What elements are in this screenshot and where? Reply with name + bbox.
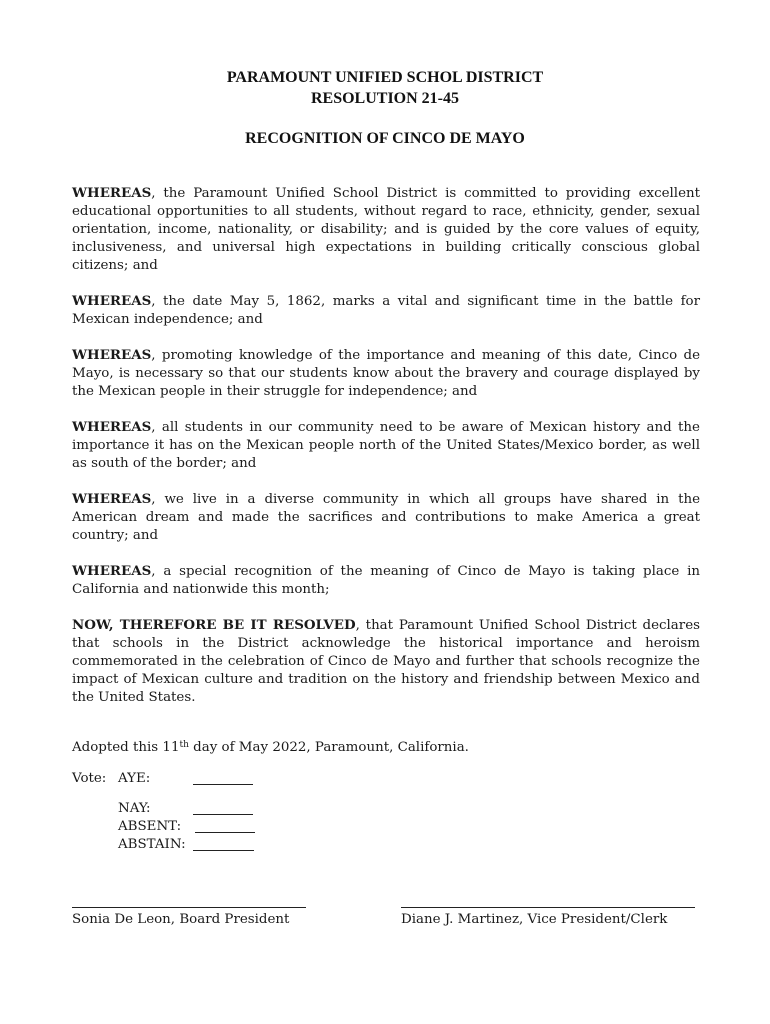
paragraph-text: , all students in our community need to be aware of Mexican history and the importance it has on the Mexican people north of the United States/Mexico border, as well as south of the border; and [72,420,700,471]
paragraph-lead: NOW, THEREFORE BE IT RESOLVED [72,617,356,633]
vote-abstain-label: ABSTAIN: [118,837,186,852]
paragraph-lead: WHEREAS [72,419,152,435]
vote-absent-label: ABSENT: [118,819,182,834]
paragraph-lead: WHEREAS [72,491,152,507]
signature-name-right: Diane J. Martinez, Vice President/Clerk [401,912,668,927]
whereas-paragraph-5 [72,490,700,545]
paragraph-text: , we live in a diverse community in which all groups have shared in the American dream and made the sacrifices and contributions to make America a great country; and [72,492,700,543]
whereas-paragraph-1 [72,184,700,275]
whereas-paragraph-4 [72,418,700,473]
adoption-prefix: Adopted this 11 [72,740,180,755]
vote-label: Vote: [72,771,107,786]
paragraph-text: , a special recognition of the meaning of Cinco de Mayo is taking place in California and nationwide this month; [72,564,700,597]
paragraph-lead: WHEREAS [72,293,152,309]
paragraph-lead: WHEREAS [72,347,152,363]
vote-aye-label: AYE: [118,771,151,786]
signature-line-left [72,907,306,908]
whereas-paragraph-3 [72,346,700,401]
vote-aye-blank [193,784,253,785]
adoption-suffix: day of May 2022, Paramount, California. [188,740,469,755]
resolution-subject: RECOGNITION OF CINCO DE MAYO [245,130,525,147]
adoption-statement [72,739,469,757]
signature-line-right [401,907,695,908]
resolution-body [72,184,700,724]
paragraph-text: , promoting knowledge of the importance and meaning of this date, Cinco de Mayo, is necessary so that our students know about the bravery and courage displayed by the Mexican people in their struggle for independence; and [72,348,700,399]
resolution-number: RESOLUTION 21-45 [310,90,460,107]
whereas-paragraph-2 [72,292,700,329]
resolved-paragraph [72,616,700,707]
adoption-ordinal-suffix: th [179,740,189,750]
paragraph-text: , that Paramount Unified School District declares that schools in the District acknowledge the historical importance and heroism commemorated in the celebration of Cinco de Mayo and further that schools recognize the impact of Mexican culture and tradition on the history and friendship between Mexico and the United States. [72,618,700,705]
vote-abstain-blank [193,850,254,851]
paragraph-text: , the Paramount Unified School District is committed to providing excellent educational opportunities to all students, without regard to race, ethnicity, gender, sexual orientation, income, nationality, or disability; and is guided by the core values of equity, inclusiveness, and universal high expectations in building critically conscious global citizens; and [72,186,700,273]
vote-nay-label: NAY: [118,801,151,816]
signature-name-left: Sonia De Leon, Board President [72,912,290,927]
vote-nay-blank [193,814,253,815]
paragraph-text: , the date May 5, 1862, marks a vital and significant time in the battle for Mexican independence; and [72,294,700,327]
paragraph-lead: WHEREAS [72,185,152,201]
paragraph-lead: WHEREAS [72,563,152,579]
district-title: PARAMOUNT UNIFIED SCHOL DISTRICT [226,69,544,86]
whereas-paragraph-6 [72,562,700,599]
vote-absent-blank [195,832,255,833]
